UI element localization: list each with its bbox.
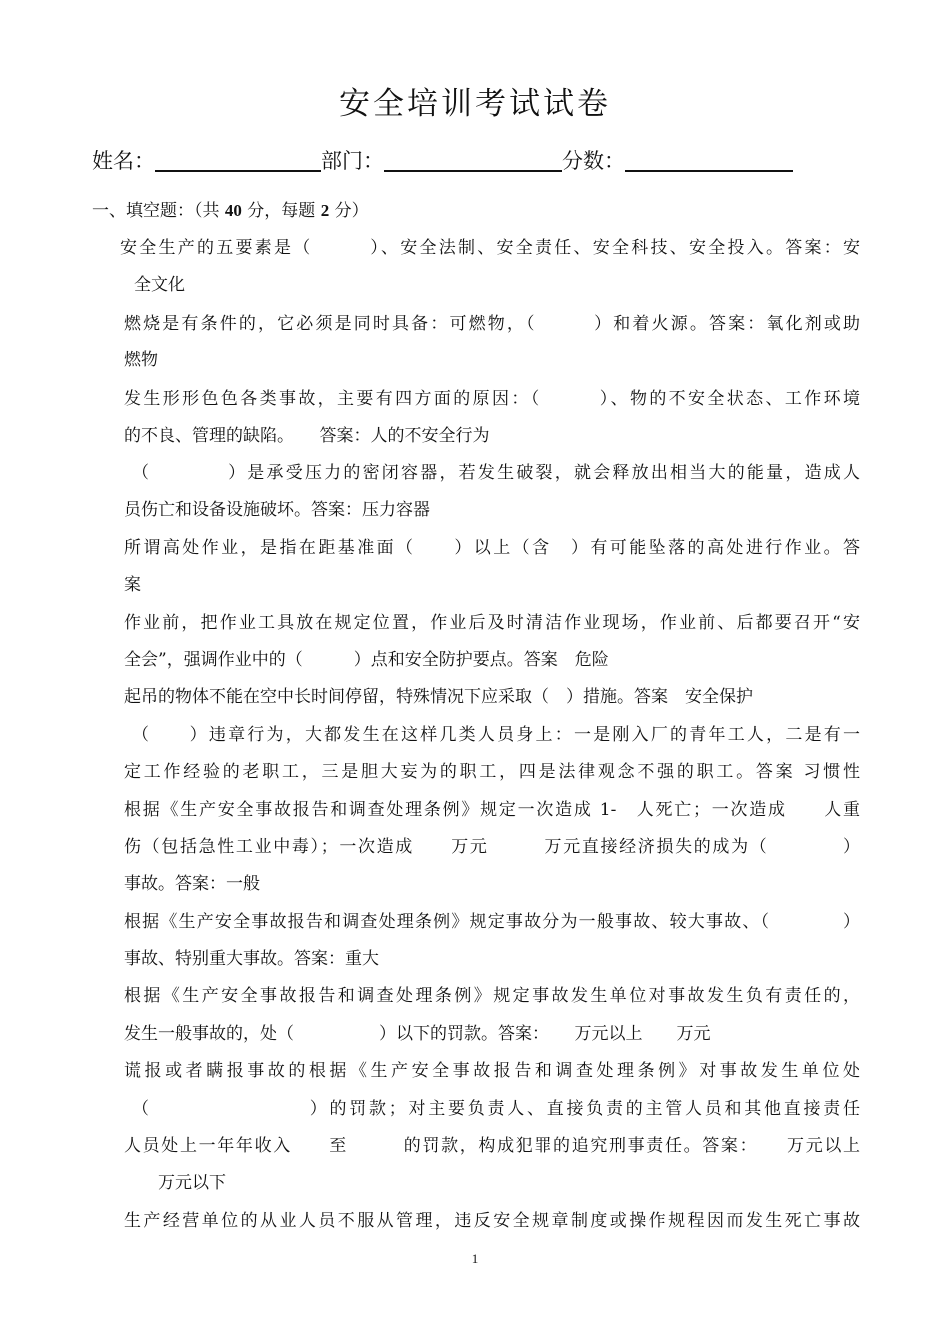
question-line: 员伤亡和设备设施破坏。答案：压力容器 bbox=[124, 500, 430, 520]
question-line: 燃物 bbox=[124, 350, 158, 370]
question-line: 生产经营单位的从业人员不服从管理，违反安全规章制度或操作规程因而发生死亡事故 bbox=[124, 1211, 860, 1231]
question-line: 的不良、管理的缺陷。 答案：人的不安全行为 bbox=[124, 426, 490, 446]
question-line: 根据《生产安全事故报告和调查处理条例》规定事故发生单位对事故发生负有责任的， bbox=[124, 986, 860, 1006]
page-number: 1 bbox=[471, 1251, 479, 1266]
name-label: 姓名： bbox=[92, 149, 155, 173]
name-blank[interactable] bbox=[155, 148, 321, 172]
question-line: 根据《生产安全事故报告和调查处理条例》规定一次造成 1- 人死亡；一次造成 人重 bbox=[124, 800, 860, 820]
question-line: 根据《生产安全事故报告和调查处理条例》规定事故分为一般事故、较大事故、（ ） bbox=[124, 912, 860, 932]
page-title: 安全培训考试试卷 bbox=[339, 86, 611, 122]
section-prefix: 一、填空题：（共 bbox=[92, 201, 225, 221]
question-line: 万元以下 bbox=[158, 1173, 226, 1193]
question-line: 事故、特别重大事故。答案：重大 bbox=[124, 949, 379, 969]
question-line: 所谓高处作业，是指在距基准面（ ）以上（含 ）有可能坠落的高处进行作业。答 bbox=[124, 538, 860, 558]
question-line: （ ）的罚款；对主要负责人、直接负责的主管人员和其他直接责任 bbox=[132, 1099, 860, 1119]
question-line: （ ）是承受压力的密闭容器，若发生破裂，就会释放出相当大的能量，造成人 bbox=[132, 463, 860, 483]
dept-label: 部门： bbox=[321, 149, 384, 173]
question-line: 发生形形色色各类事故，主要有四方面的原因：（ ）、物的不安全状态、工作环境 bbox=[124, 389, 860, 409]
section-heading bbox=[92, 196, 369, 221]
section-suffix: 分） bbox=[329, 201, 369, 221]
question-line: 起吊的物体不能在空中长时间停留，特殊情况下应采取（ ）措施。答案 安全保护 bbox=[124, 687, 753, 707]
question-line: 全会”，强调作业中的（ ）点和安全防护要点。答案 危险 bbox=[124, 650, 609, 670]
question-line: 全文化 bbox=[134, 275, 185, 295]
score-label: 分数： bbox=[562, 149, 625, 173]
question-line: 事故。答案：一般 bbox=[124, 874, 260, 894]
question-line: 安全生产的五要素是（ ）、安全法制、安全责任、安全科技、安全投入。答案：安 bbox=[120, 238, 860, 258]
section-total-points: 40 bbox=[224, 201, 242, 220]
question-line: 作业前，把作业工具放在规定位置，作业后及时清洁作业现场，作业前、后都要召开“安 bbox=[124, 613, 860, 633]
score-blank[interactable] bbox=[625, 148, 793, 172]
question-line: 人员处上一年年收入 至 的罚款，构成犯罪的追究刑事责任。答案： 万元以上 bbox=[124, 1136, 860, 1156]
question-line: （ ）违章行为，大都发生在这样几类人员身上：一是刚入厂的青年工人，二是有一 bbox=[132, 725, 860, 745]
section-mid: 分，每题 bbox=[241, 201, 321, 221]
question-line: 定工作经验的老职工，三是胆大妄为的职工，四是法律观念不强的职工。答案 习惯性 bbox=[124, 762, 860, 782]
question-line: 发生一般事故的，处（ ）以下的罚款。答案： 万元以上 万元 bbox=[124, 1024, 711, 1044]
question-line: 谎报或者瞒报事故的根据《生产安全事故报告和调查处理条例》对事故发生单位处 bbox=[124, 1061, 860, 1081]
question-line: 燃烧是有条件的，它必须是同时具备：可燃物，（ ）和着火源。答案：氧化剂或助 bbox=[124, 314, 860, 334]
dept-blank[interactable] bbox=[384, 148, 562, 172]
question-line: 伤（包括急性工业中毒）；一次造成 万元 万元直接经济损失的成为（ ） bbox=[124, 837, 860, 857]
student-info-row bbox=[92, 145, 793, 175]
section-each-points: 2 bbox=[320, 201, 330, 220]
question-line: 案 bbox=[124, 575, 141, 595]
